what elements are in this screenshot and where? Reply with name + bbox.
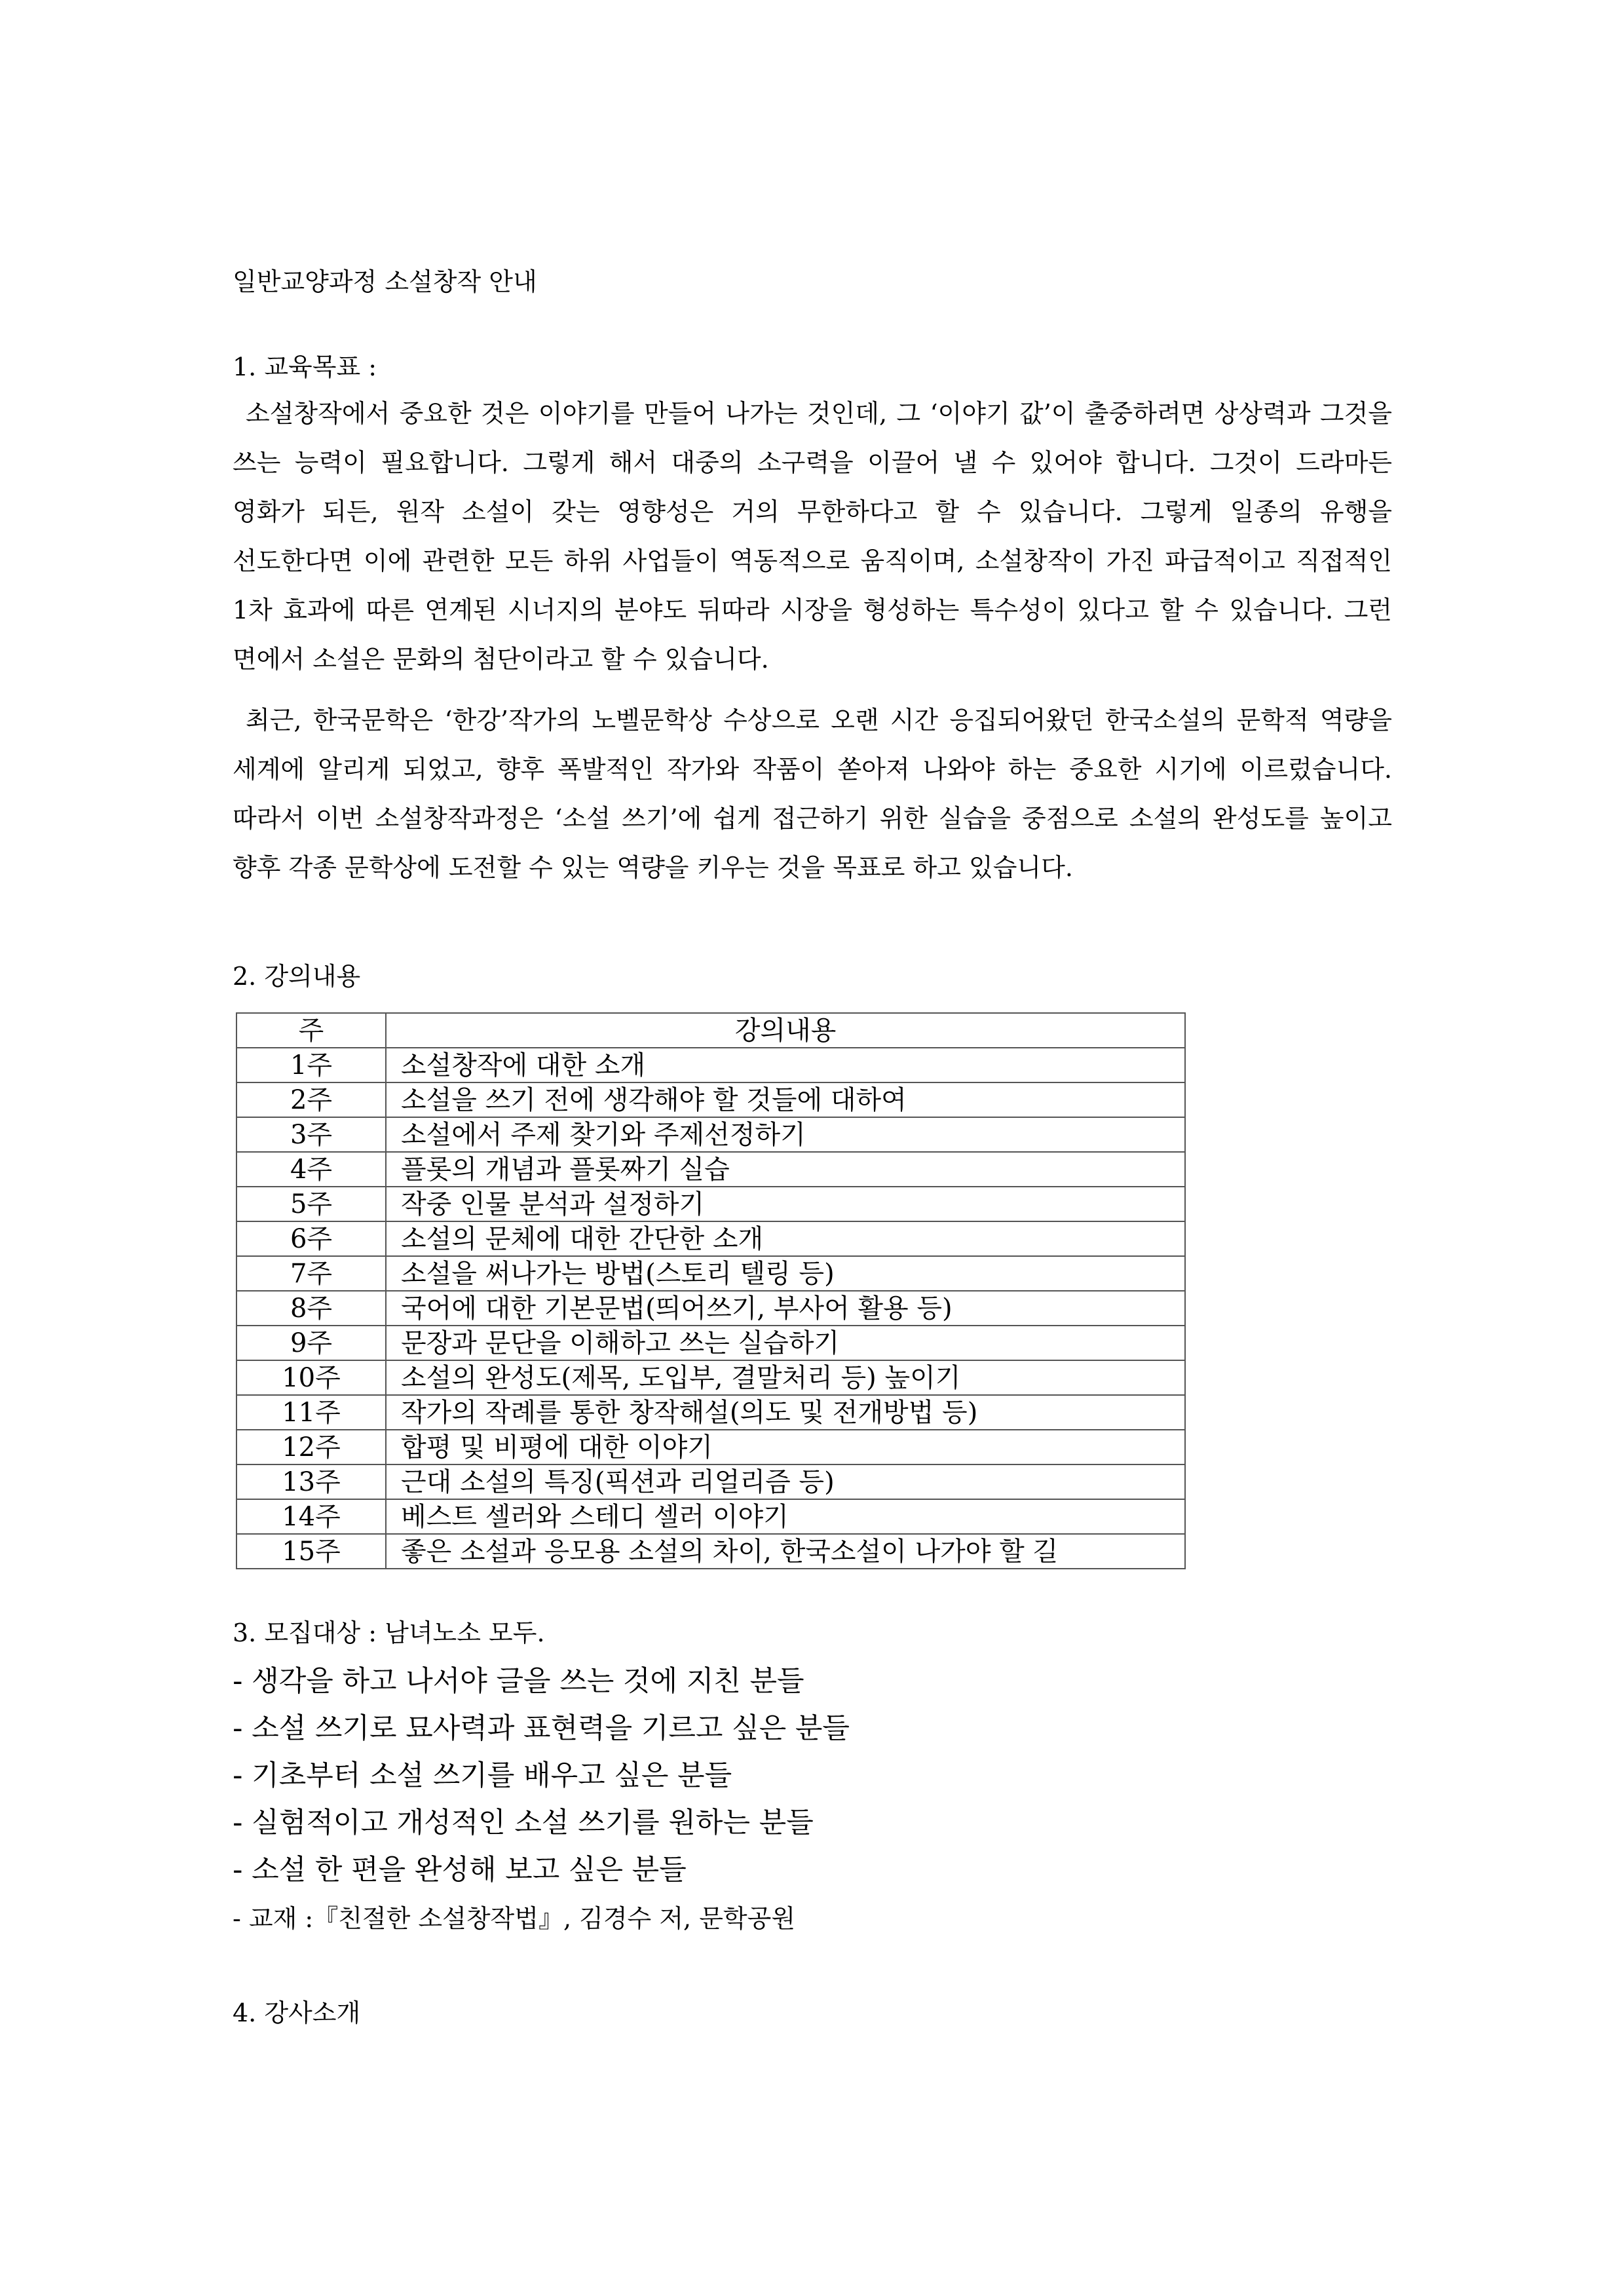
- content-cell: 소설의 문체에 대한 간단한 소개: [386, 1221, 1185, 1256]
- document-title: 일반교양과정 소설창작 안내: [233, 267, 537, 296]
- list-item: - 기초부터 소설 쓰기를 배우고 싶은 분들: [233, 1759, 732, 1792]
- education-goal-paragraph-2: [233, 696, 1392, 892]
- week-cell: 6주: [236, 1221, 386, 1256]
- week-cell: 9주: [236, 1326, 386, 1360]
- week-cell: 4주: [236, 1152, 386, 1187]
- target-audience-list: [233, 1658, 850, 1894]
- content-cell: 소설창작에 대한 소개: [386, 1048, 1185, 1082]
- list-item: - 소설 한 편을 완성해 보고 싶은 분들: [233, 1854, 687, 1886]
- course-schedule-table: [236, 1012, 1186, 1569]
- education-goal-paragraph-1: [233, 389, 1392, 684]
- content-cell: 작가의 작례를 통한 창작해설(의도 및 전개방법 등): [386, 1395, 1185, 1430]
- paragraph-text: 최근, 한국문학은 ‘한강’작가의 노벨문학상 수상으로 오랜 시간 응집되어왔던 한국소설의 문학적 역량을 세계에 알리게 되었고, 향후 폭발적인 작가와 작품이 쏟아져 나와야 하는 중요한 시기에 이르렀습니다. 따라서 이번 소설창작과정은 ‘소설 쓰기’에 쉽게 접근하기 위한 실습을 중점으로 소설의 완성도를 높이고 향후 각종 문학상에 도전할 수 있는 역량을 키우는 것을 목표로 하고 있습니다.: [233, 706, 1392, 882]
- content-cell: 소설의 완성도(제목, 도입부, 결말처리 등) 높이기: [386, 1360, 1185, 1395]
- header-content: 강의내용: [386, 1013, 1185, 1048]
- content-cell: 작중 인물 분석과 설정하기: [386, 1187, 1185, 1221]
- table-row: [236, 1221, 1185, 1256]
- table-row: [236, 1326, 1185, 1360]
- table-row: [236, 1291, 1185, 1326]
- document-page: [233, 0, 1392, 2296]
- table-header-row: [236, 1013, 1185, 1048]
- header-week: 주: [236, 1013, 386, 1048]
- section-heading-course-content: 2. 강의내용: [233, 962, 361, 991]
- week-cell: 14주: [236, 1499, 386, 1534]
- section-heading-education-goal: 1. 교육목표 :: [233, 353, 377, 381]
- week-cell: 2주: [236, 1082, 386, 1117]
- content-cell: 좋은 소설과 응모용 소설의 차이, 한국소설이 나가야 할 길: [386, 1534, 1185, 1569]
- table-row: [236, 1152, 1185, 1187]
- content-cell: 소설을 쓰기 전에 생각해야 할 것들에 대하여: [386, 1082, 1185, 1117]
- table-row: [236, 1464, 1185, 1499]
- table-row: [236, 1430, 1185, 1464]
- list-item: - 실험적이고 개성적인 소설 쓰기를 원하는 분들: [233, 1807, 814, 1839]
- content-cell: 합평 및 비평에 대한 이야기: [386, 1430, 1185, 1464]
- week-cell: 11주: [236, 1395, 386, 1430]
- week-cell: 7주: [236, 1256, 386, 1291]
- week-cell: 1주: [236, 1048, 386, 1082]
- content-cell: 베스트 셀러와 스테디 셀러 이야기: [386, 1499, 1185, 1534]
- table-row: [236, 1534, 1185, 1569]
- list-item: - 소설 쓰기로 묘사력과 표현력을 기르고 싶은 분들: [233, 1712, 850, 1745]
- table-row: [236, 1360, 1185, 1395]
- week-cell: 12주: [236, 1430, 386, 1464]
- list-item: - 생각을 하고 나서야 글을 쓰는 것에 지친 분들: [233, 1665, 804, 1698]
- table-row: [236, 1048, 1185, 1082]
- content-cell: 소설을 써나가는 방법(스토리 텔링 등): [386, 1256, 1185, 1291]
- week-cell: 10주: [236, 1360, 386, 1395]
- content-cell: 근대 소설의 특징(픽션과 리얼리즘 등): [386, 1464, 1185, 1499]
- table-row: [236, 1187, 1185, 1221]
- week-cell: 5주: [236, 1187, 386, 1221]
- textbook-line: - 교재 :『친절한 소설창작법』, 김경수 저, 문학공원: [233, 1904, 796, 1933]
- table-row: [236, 1499, 1185, 1534]
- content-cell: 플롯의 개념과 플롯짜기 실습: [386, 1152, 1185, 1187]
- content-cell: 소설에서 주제 찾기와 주제선정하기: [386, 1117, 1185, 1152]
- table-row: [236, 1082, 1185, 1117]
- table-row: [236, 1256, 1185, 1291]
- table-row: [236, 1117, 1185, 1152]
- week-cell: 3주: [236, 1117, 386, 1152]
- table-row: [236, 1395, 1185, 1430]
- paragraph-text: 소설창작에서 중요한 것은 이야기를 만들어 나가는 것인데, 그 ‘이야기 값’이 출중하려면 상상력과 그것을 쓰는 능력이 필요합니다. 그렇게 해서 대중의 소구력을 이끌어 낼 수 있어야 합니다. 그것이 드라마든 영화가 되든, 원작 소설이 갖는 영향성은 거의 무한하다고 할 수 있습니다. 그렇게 일종의 유행을 선도한다면 이에 관련한 모든 하위 사업들이 역동적으로 움직이며, 소설창작이 가진 파급적이고 직접적인 1차 효과에 따른 연계된 시너지의 분야도 뒤따라 시장을 형성하는 특수성이 있다고 할 수 있습니다. 그런 면에서 소설은 문화의 첨단이라고 할 수 있습니다.: [233, 399, 1392, 674]
- week-cell: 8주: [236, 1291, 386, 1326]
- content-cell: 국어에 대한 기본문법(띄어쓰기, 부사어 활용 등): [386, 1291, 1185, 1326]
- week-cell: 13주: [236, 1464, 386, 1499]
- week-cell: 15주: [236, 1534, 386, 1569]
- content-cell: 문장과 문단을 이해하고 쓰는 실습하기: [386, 1326, 1185, 1360]
- section-heading-instructor-intro: 4. 강사소개: [233, 1999, 361, 2027]
- section-heading-recruitment-target: 3. 모집대상 : 남녀노소 모두.: [233, 1618, 545, 1647]
